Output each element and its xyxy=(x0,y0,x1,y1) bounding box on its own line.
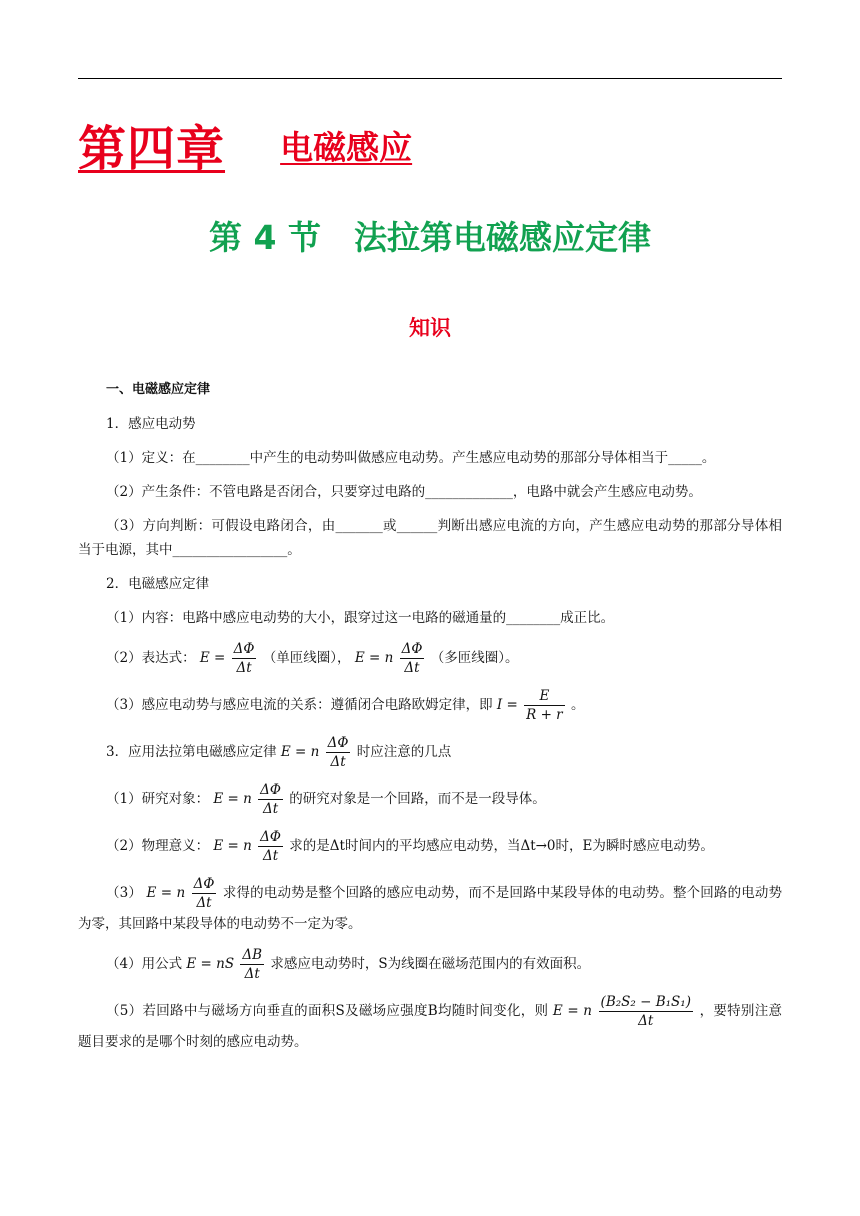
paragraph-whole-circuit: （3） E = n $\frac{\Delta\Phi}{\Delta t}$ 求得的电动势是整个回路的感应电动势，而不是回路中某段导体的电动势。整个回路的电动势为零，其回路中某段导体的电动势不一定为零。 xyxy=(78,876,783,932)
chapter-number: 第四章 xyxy=(78,121,226,177)
formula-single-coil: E = $\frac{\Delta\Phi}{\Delta t}$ xyxy=(199,641,255,676)
subsection-title-1: 1．感应电动势 xyxy=(106,416,196,432)
chapter-name: 电磁感应 xyxy=(280,128,413,167)
formula-faraday: E = n $\frac{\Delta\Phi}{\Delta t}$ xyxy=(280,735,349,770)
paragraph-ohm-law: （3）感应电动势与感应电流的关系：遵循闭合电路欧姆定律，即 I = $\frac{E}{R + r}$ 。 xyxy=(106,688,585,723)
top-rule xyxy=(78,78,782,79)
paragraph-definition: （1）定义：在________中产生的电动势叫做感应电动势。产生感应电动势的那部分导体相当于_____。 xyxy=(106,450,716,466)
paragraph-research-object: （1）研究对象： E = n $\frac{\Delta\Phi}{\Delta t}$ 的研究对象是一个回路，而不是一段导体。 xyxy=(106,782,546,817)
paragraph-varying-area: （5）若回路中与磁场方向垂直的面积S及磁场应强度B均随时间变化，则 E = n $\frac{\text{(B₂S₂ − B₁S₁)}}{\Delta t}$ ，要特别注意题目要求的是哪个时刻的感应电动势。 xyxy=(78,994,783,1050)
paragraph-direction: （3）方向判断：可假设电路闭合，由_______或______判断出感应电流的方向，产生感应电动势的那部分导体相当于电源，其中_________________。 xyxy=(78,518,782,558)
formula-current: I = $\frac{E}{R + r}$ xyxy=(496,688,563,723)
paragraph-expression: （2）表达式： E = $\frac{\Delta\Phi}{\Delta t}$ （单匝线圈）， E = n $\frac{\Delta\Phi}{\Delta t}$ （多匝线圈）。 xyxy=(106,641,519,676)
paragraph-content: （1）内容：电路中感应电动势的大小，跟穿过这一电路的磁通量的________成正比。 xyxy=(106,610,615,626)
subsection-title-3: 3．应用法拉第电磁感应定律 E = n $\frac{\Delta\Phi}{\Delta t}$ 时应注意的几点 xyxy=(106,735,452,770)
formula-multi-coil: E = n $\frac{\Delta\Phi}{\Delta t}$ xyxy=(354,641,423,676)
subsection-title-2: 2．电磁感应定律 xyxy=(106,576,210,592)
paragraph-effective-area: （4）用公式 E = nS $\frac{\Delta B}{\Delta t}$ 求感应电动势时，S为线圈在磁场范围内的有效面积。 xyxy=(106,947,591,982)
paragraph-physical-meaning: （2）物理意义： E = n $\frac{\Delta\Phi}{\Delta t}$ 求的是Δt时间内的平均感应电动势，当Δt→0时，E为瞬时感应电动势。 xyxy=(106,829,714,864)
knowledge-heading: 知识 xyxy=(409,316,451,340)
chapter-heading xyxy=(78,110,412,179)
section-title: 第 4 节 法拉第电磁感应定律 xyxy=(209,218,651,257)
paragraph-condition: （2）产生条件：不管电路是否闭合，只要穿过电路的_____________，电路中就会产生感应电动势。 xyxy=(106,484,702,500)
document-body xyxy=(78,378,782,1064)
part-heading: 一、电磁感应定律 xyxy=(106,382,211,397)
